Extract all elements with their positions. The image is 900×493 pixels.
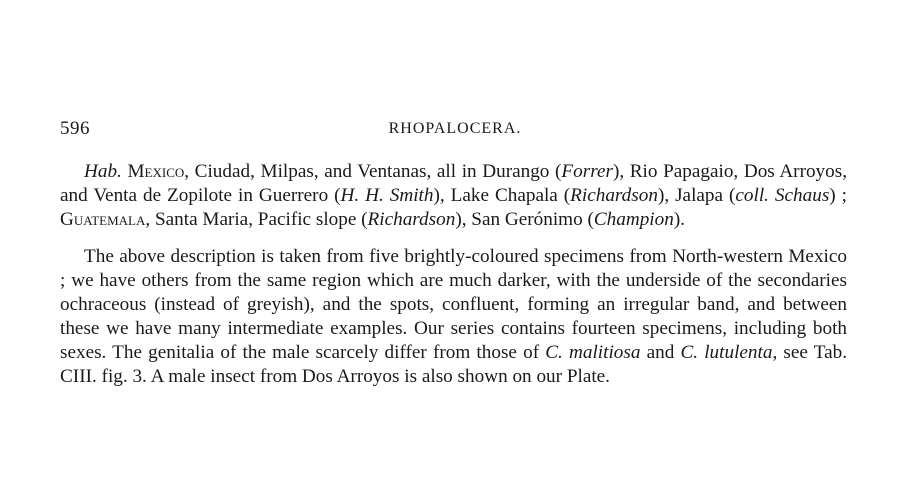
page-number: 596 [60, 118, 90, 139]
species-name: C. malitiosa [545, 342, 641, 363]
collector-name: H. H. Smith [340, 185, 434, 206]
habitat-text: , Santa Maria, Pacific slope ( [145, 209, 368, 230]
country-mexico: Mexico [127, 161, 185, 182]
collector-name: Forrer [561, 161, 613, 182]
collector-name: Champion [593, 209, 674, 230]
habitat-text: , Ciudad, Milpas, and Ventanas, all in Durango ( [184, 161, 562, 182]
habitat-text: ). [673, 209, 686, 230]
running-head: RHOPALOCERA. [388, 120, 522, 137]
collection-name: coll. Schaus [735, 185, 830, 206]
habitat-paragraph [60, 160, 847, 232]
page-body [60, 160, 847, 389]
habitat-text: ) ; [829, 185, 847, 206]
description-paragraph [60, 245, 847, 389]
description-text: and [640, 342, 681, 363]
habitat-label: Hab. [84, 161, 122, 182]
habitat-text: ), Jalapa ( [657, 185, 736, 206]
description-text: The above description is taken from five brightly-coloured specimens from North-western Mexico ; we have others from the same region which are much darker, with the underside of the secondaries ochraceous (instead of greyish), and the spots, confluent, forming an irregular band, and between these we have many intermediate examples. Our series contains fourteen specimens, including both sexes. The genitalia of the male scarcely differ from those of [60, 246, 847, 363]
habitat-text: ), Rio Papagaio, Dos Arroyos, and Venta de Zopilote in Guerrero ( [60, 161, 848, 206]
collector-name: Richardson [570, 185, 658, 206]
collector-name: Richardson [367, 209, 456, 230]
country-guatemala: Guatemala [60, 209, 146, 230]
species-name: C. lutulenta [680, 342, 773, 363]
habitat-text: ), Lake Chapala ( [433, 185, 571, 206]
habitat-text: ), San Gerónimo ( [455, 209, 594, 230]
description-text: , see Tab. CIII. fig. 3. A male insect from Dos Arroyos is also shown on our Plate. [60, 342, 847, 387]
page-header [60, 118, 850, 144]
